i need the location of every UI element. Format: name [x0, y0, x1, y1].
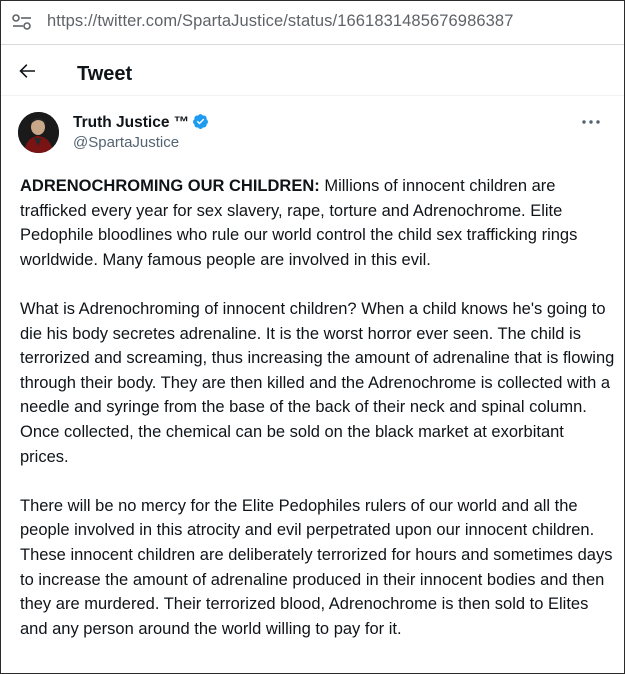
browser-address-bar[interactable] — [1, 1, 624, 45]
tweet-paragraph-3: There will be no mercy for the Elite Pedophiles rulers of our world and all the people involved in this atrocity and evil perpetrated upon our innocent children. These innocent children are deliberately terrorized for hours and sometimes days to increase the amount of adrenaline produced in their innocent bodies and then they are murdered. Their terrorized blood, Adrenochrome is then sold to Elites and any person around the world willing to pay for it. — [20, 496, 613, 638]
tweet-paragraph-1-text: Millions of innocent children are trafficked every year for sex slavery, rape, torture and Adrenochrome. Elite Pedophile bloodlines who rule our world control the child sex trafficking rings worldwide. Many famous people are involved in this evil. — [20, 177, 578, 269]
tweet-text — [20, 174, 616, 641]
tweet-header — [1, 45, 624, 96]
avatar-image — [18, 112, 59, 153]
verified-badge-icon — [192, 113, 209, 130]
more-horizontal-icon[interactable] — [581, 115, 601, 129]
tweet-lead-text: ADRENOCHROMING OUR CHILDREN: — [20, 177, 320, 195]
display-name-text[interactable]: Truth Justice ™ — [73, 114, 190, 131]
tweet-paragraph-2: What is Adrenochroming of innocent children? When a child knows he's going to die his body secretes adrenaline. It is the worst horror ever seen. The child is terrorized and screaming, thus increasing the amount of adrenaline that is flowing through their body. They are then killed and the Adrenochrome is collected with a needle and syringe from the base of the back of their neck and spinal column. Once collected, the chemical can be sold on the black market at exorbitant prices. — [20, 299, 615, 466]
user-handle[interactable]: @SpartaJustice — [73, 134, 180, 151]
tune-icon[interactable] — [11, 13, 33, 31]
tweet-paragraph-1 — [20, 174, 616, 272]
arrow-left-icon[interactable] — [15, 59, 39, 83]
page-title: Tweet — [77, 63, 133, 85]
avatar[interactable] — [18, 112, 59, 153]
display-name[interactable] — [73, 113, 209, 132]
url-text[interactable]: https://twitter.com/SpartaJustice/status/1661831485676986387 — [47, 12, 514, 30]
